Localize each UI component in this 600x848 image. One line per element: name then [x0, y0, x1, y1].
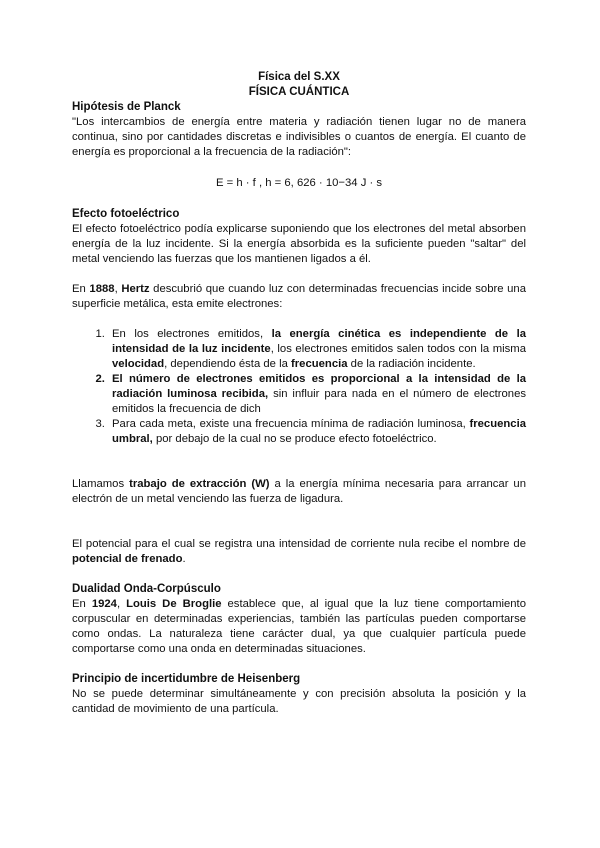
- item-text: por debajo de la cual no se produce efecto fotoeléctrico.: [152, 433, 437, 445]
- heisenberg-text: No se puede determinar simultáneamente y con precisión absoluta la posición y la cantidad de movimiento de una partícula.: [72, 688, 526, 715]
- item-bold: la energía cinética es independiente de la intensidad de la luz incidente: [112, 328, 526, 355]
- hertz-text-1: En: [72, 283, 90, 295]
- hertz-paragraph: [72, 282, 526, 312]
- document-title: [72, 70, 526, 100]
- title-line-2: FÍSICA CUÁNTICA: [248, 86, 350, 98]
- duality-text: ,: [116, 598, 127, 610]
- item-text: de la radiación incidente.: [347, 358, 476, 370]
- duality-text: En: [72, 598, 92, 610]
- hertz-text-3: descubrió que cuando luz con determinadas frecuencias incide sobre una superficie metálica, esta emite electrones:: [72, 283, 526, 310]
- heisenberg-heading: Principio de incertidumbre de Heisenberg: [72, 673, 301, 685]
- item-text: En los electrones emitidos,: [112, 328, 272, 340]
- photoelectric-heading: Efecto fotoeléctrico: [72, 208, 180, 220]
- item-text: Para cada meta, existe una frecuencia mínima de radiación luminosa,: [112, 418, 470, 430]
- duality-year: 1924: [91, 598, 117, 610]
- planck-equation: E = h · f , h = 6, 626 · 10−34 J · s: [215, 177, 383, 189]
- duality-heading: Dualidad Onda-Corpúsculo: [72, 583, 221, 595]
- item-bold: frecuencia umbral,: [112, 418, 526, 445]
- item-bold: El número de electrones emitidos es proporcional a la intensidad de la radiación luminosa recibida,: [112, 373, 526, 400]
- list-item: [108, 327, 526, 372]
- document-page: [72, 70, 526, 717]
- work-paragraph: [72, 477, 526, 507]
- potential-text: .: [182, 553, 186, 565]
- item-bold: frecuencia: [291, 358, 348, 370]
- list-item: [108, 417, 526, 447]
- potential-text: El potencial para el cual se registra una intensidad de corriente nula recibe el nombre de: [72, 538, 526, 550]
- work-text: Llamamos: [72, 478, 130, 490]
- duality-paragraph: [72, 597, 526, 657]
- title-line-1: Física del S.XX: [258, 71, 340, 83]
- hertz-text-2: ,: [114, 283, 122, 295]
- work-term: trabajo de extracción (W): [129, 478, 270, 490]
- duality-name: Louis De Broglie: [126, 598, 222, 610]
- item-text: , dependiendo ésta de la: [164, 358, 292, 370]
- item-text: sin influir para nada en el número de electrones emitidos la frecuencia de dich: [112, 388, 526, 415]
- hertz-year: 1888: [89, 283, 115, 295]
- hertz-name: Hertz: [121, 283, 150, 295]
- photoelectric-text: El efecto fotoeléctrico podía explicarse suponiendo que los electrones del metal absorben energía de la luz incidente. Si la energía absorbida es la suficiente pueden "saltar" del metal venciendo las fuerzas que los mantienen ligados a él.: [72, 223, 526, 265]
- list-item: [108, 372, 526, 417]
- item-bold: velocidad: [112, 358, 165, 370]
- planck-heading: Hipótesis de Planck: [72, 101, 181, 113]
- item-text: , los electrones emitidos salen todos con la misma: [270, 343, 526, 355]
- photoelectric-list: [72, 327, 526, 447]
- duality-text: establece que, al igual que la luz tiene comportamiento corpuscular en determinadas experiencias, también las partículas pueden comportarse como ondas. La naturaleza tiene carácter dual, ya que cualquier partícula puede comportarse como una onda en determinadas situaciones.: [72, 598, 526, 655]
- work-text: a la energía mínima necesaria para arrancar un electrón de un metal venciendo las fuerza de ligadura.: [72, 478, 526, 505]
- planck-text: "Los intercambios de energía entre materia y radiación tienen lugar no de manera continua, sino por cantidades discretas e indivisibles o cuantos de energía. El cuanto de energía es proporcional a la frecuencia de la radiación":: [72, 116, 526, 158]
- potential-paragraph: [72, 537, 526, 567]
- potential-term: potencial de frenado: [72, 553, 183, 565]
